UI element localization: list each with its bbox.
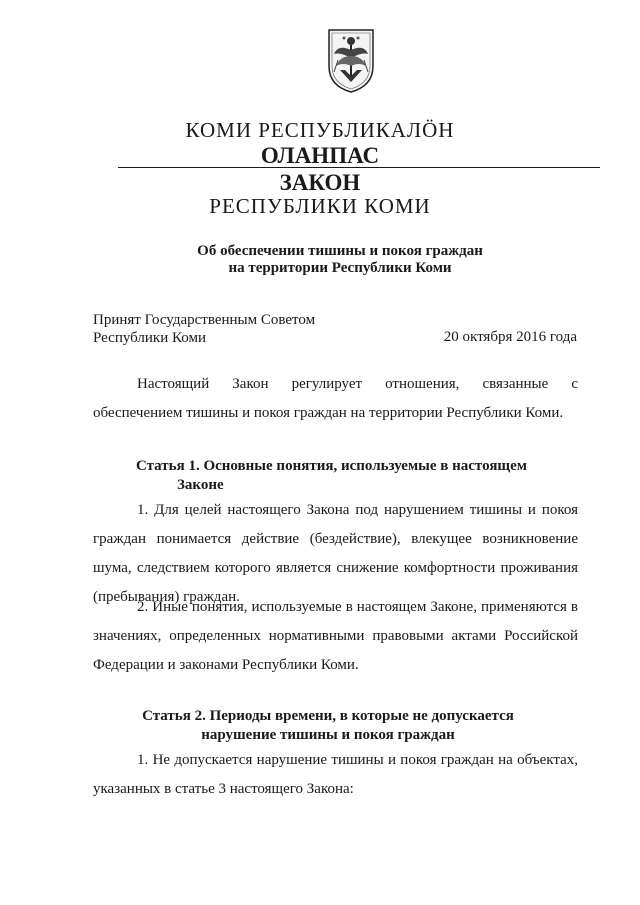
article1-heading-line1: Статья 1. Основные понятия, используемые в настоящем — [136, 458, 527, 474]
adoption-line2: Республики Коми — [93, 330, 206, 346]
header-divider — [118, 167, 600, 168]
article1-paragraph1: 1. Для целей настоящего Закона под нарушением тишины и покоя граждан понимается действие (бездействие), влекущее возникновение шума, следствием которого является снижение комфортности проживания (пребывания) граждан. — [93, 502, 578, 605]
article2-heading-line2: нарушение тишины и покоя граждан — [201, 727, 455, 743]
preamble-line1: Настоящий Закон регулирует отношения, связанные с — [137, 376, 578, 392]
article1-heading — [136, 457, 527, 495]
adoption-line1: Принят Государственным Советом — [93, 312, 316, 328]
article2-paragraph1: 1. Не допускается нарушение тишины и покоя граждан на объектах, указанных в статье 3 настоящего Закона: — [93, 752, 578, 797]
law-title-line2: на территории Республики Коми — [228, 260, 452, 276]
header-respubliki-komi: РЕСПУБЛИКИ КОМИ — [209, 194, 431, 218]
article2-heading-line1: Статья 2. Периоды времени, в которые не допускается — [142, 708, 514, 724]
adoption-info — [93, 311, 315, 347]
adoption-date: 20 октября 2016 года — [443, 329, 577, 345]
article2-heading — [128, 707, 528, 745]
article1-heading-line2: Законе — [177, 477, 224, 493]
article1-paragraph2: 2. Иные понятия, используемые в настоящем Законе, применяются в значениях, определенных нормативными правовыми актами Российской Федерации и законами Республики Коми. — [93, 599, 578, 673]
law-title — [20, 243, 640, 277]
preamble — [93, 370, 578, 428]
preamble-line2: обеспечением тишины и покоя граждан на территории Республики Коми. — [93, 405, 564, 421]
law-title-line1: Об обеспечении тишины и покоя граждан — [197, 243, 483, 259]
header-zakon: ЗАКОН — [279, 170, 361, 195]
header-komi-republic: КОМИ РЕСПУБЛИКАЛӦН — [185, 118, 455, 142]
coat-of-arms-emblem — [326, 26, 376, 94]
header-olanpas: ОЛАНПАС — [260, 143, 380, 168]
